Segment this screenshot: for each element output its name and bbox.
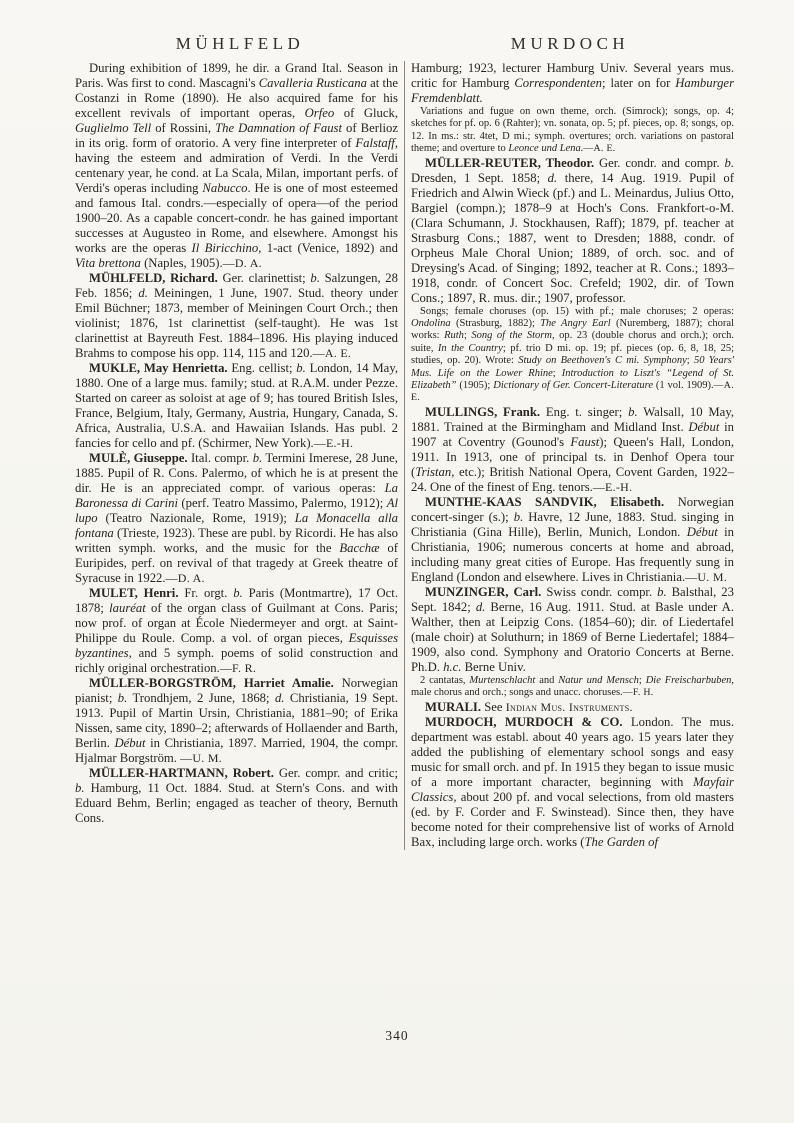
entry-mullings: MULLINGS, Frank. Eng. t. singer; b. Walsall, 10 May, 1881. Trained at the Birmingham and Midland Inst. Début in 1907 at Coventry (Gounod's Faust); Queen's Hall, London, 1911. In 1913, one of principal ts. in Denhof Opera tour (Tristan, etc.); British National Opera, Covent Garden, 1922–24. One of the finest of Eng. tenors.—E.-H. <box>411 404 735 494</box>
page-number: 340 <box>385 1028 409 1043</box>
works-list-muller-reuter: Songs; female choruses (op. 15) with pf.; male choruses; 2 operas: Ondolina (Strasburg, 1882); The Angry Earl (Nuremberg, 1887); choral works: Ruth; Song of the Storm, op. 23 (double chorus and orch.); orch. suite, In the Country; pf. trio D mi. op. 19; pf. pieces (op. 6, 8, 18, 25; studies, op. 20). Wrote: Study on Beethoven's C mi. Symphony; 50 Years' Mus. Life on the Lower Rhine; Introduction to Liszt's “Legend of St. Elizabeth” (1905); Dictionary of Ger. Concert-Literature (1 vol. 1909).—A. E. <box>411 305 734 404</box>
entry-murdoch: MURDOCH, MURDOCH & CO. London. The mus. department was establ. about 40 years ago. 15 years later they added the publishing of elementary school songs and easy music for small orch. and pf. In 1915 they began to issue music of a more important character, beginning with Mayfair Classics, about 200 pf. and vocal selections, from old masters (ed. by F. Corder and F. Swinstead). Since then, they have become noted for their comprehensive list of works of Arnold Bax, including large orch. works (The Garden of <box>411 714 734 849</box>
entry-mulet: MULET, Henri. Fr. orgt. b. Paris (Montmartre), 17 Oct. 1878; lauréat of the organ class of Guilmant at Cons. Paris; now prof. of organ at École Niedermeyer and orgt. at Saint-Philippe du Roule. Comp. a vol. of organ pieces, Esquisses byzantines, and 5 symph. poems of solid construction and richly original orchestration.—F. R. <box>75 586 399 675</box>
running-head-left: MÜHLFELD <box>175 34 305 53</box>
entry-muller-reuter: MÜLLER-REUTER, Theodor. Ger. condr. and compr. b. Dresden, 1 Sept. 1858; d. there, 14 Aug. 1919. Pupil of Friedrich and Alwin Wieck (pf.) and L. Meinardus, Julius Otto, Bargiel (compn.); 1878–9 at Hoch's Cons. Frankfort-o-M. (Clara Schumann, J. Stockhausen, Raff); 1879, pf. teacher at Strasburg Cons.; 1887, went to Dresden; 1888, condr. of Orpheus Male Choral Union; 1889, of orch. soc. and of Dreysing's Acad. of Singing; 1892, teacher at R. Cons.; 1893–1918, condr. of Concert Soc. Crefeld; 1902, dir. of Town Cons.; 1897, R. mus. dir.; 1907, professor. <box>411 155 734 305</box>
works-list-munzinger: 2 cantatas, Murtenschlacht and Natur und Mensch; Die Freischarbuben, male chorus and orch.; songs and unacc. choruses.—F. H. <box>411 674 735 699</box>
column-divider <box>404 61 405 850</box>
entry-mule: MULÈ, Giuseppe. Ital. compr. b. Termini Imerese, 28 June, 1885. Pupil of R. Cons. Palermo, of which he is at present the dir. He is an appreciated compr. of various operas: La Baronessa di Carini (perf. Teatro Massimo, Palermo, 1912); Al lupo (Teatro Nazionale, Rome, 1919); La Monacella alla fontana (Trieste, 1923). These are publ. by Ricordi. He has also written symph. works, and the music for the Bacchæ of Euripides, perf. on revival of that tragedy at Greek theatre of Syracuse in 1922.—D. A. <box>75 451 398 585</box>
text-columns <box>75 61 735 850</box>
running-heads <box>75 34 735 54</box>
entry-muller-hartmann: MÜLLER-HARTMANN, Robert. Ger. compr. and critic; b. Hamburg, 11 Oct. 1884. Stud. at Stern's Cons. and with Eduard Behm, Berlin; engaged as teacher of theory, Bernuth Cons. <box>75 766 399 825</box>
works-list: Variations and fugue on own theme, orch. (Simrock); songs, op. 4; sketches for pf. op. 6 (Rahter); vn. sonata, op. 5; pf. pieces, op. 8; songs, op. 12. In ms.: str. 4tet, D mi.; symph. overtures; orch. variations on pastoral theme; and overture to Leonce und Lena.—A. E. <box>411 106 734 155</box>
entry-munthe-kaas-sandvik: MUNTHE-KAAS SANDVIK, Elisabeth. Norwegian concert-singer (s.); b. Havre, 12 June, 1883. Stud. singing in Christiania (Gina Hille), Berlin, Munich, London. Début in Christiania, 1906; numerous concerts at home and abroad, including many great cities of Europe. Has frequently sung in England (London and elsewhere. Lives in Christiania.—U. M. <box>411 494 735 584</box>
right-column <box>411 61 734 850</box>
entry-munzinger: MUNZINGER, Carl. Swiss condr. compr. b. Balsthal, 23 Sept. 1842; d. Berne, 16 Aug. 1911. Stud. at Basle under A. Walther, then at Leipzig Cons. (1854–60); dir. of Liedertafel (male choir) at Soluthurn; in 1869 of Berne Liedertafel; 1884–1909, also cond. Symphony and Oratorio Concerts at Berne. Ph.D. h.c. Berne Univ. <box>411 584 734 674</box>
running-head-right: MURDOCH <box>510 34 630 53</box>
entry-mukle: MUKLE, May Henrietta. Eng. cellist; b. London, 14 May, 1880. One of a large mus. family; stud. at R.A.M. under Pezze. Started on career as soloist at age of 9; has toured British Isles, France, Belgium, Italy, Germany, Austria, Hungary, Canada, S. Africa, Australia, U.S.A. and Hawaiian Islands. Has publ. 2 fancies for cello and pf. (Schirmer, New York).—E.-H. <box>75 361 399 450</box>
left-column <box>75 61 398 850</box>
entry-murali: MURALI. See Indian Mus. Instruments. <box>425 699 633 714</box>
continuation-paragraph: Hamburg; 1923, lecturer Hamburg Univ. Several years mus. critic for Hamburg Correspondenten; later on for Hamburger Fremdenblatt. <box>411 61 735 105</box>
continuation-paragraph: During exhibition of 1899, he dir. a Grand Ital. Season in Paris. Was first to cond. Mascagni's Cavalleria Rusticana at the Costanzi in Rome (1890). He also acquired fame for his excellent revivals of important operas, Orfeo of Gluck, Guglielmo Tell of Rossini, The Damnation of Faust of Berlioz in its orig. form of oratorio. A very fine interpreter of Falstaff, having the esteem and admiration of Verdi. In the Verdi centenary year, he cond. at La Scala, Milan, important perfs. of Verdi's operas including Nabucco. He is one of most esteemed and famous Ital. condrs.—especially of opera—of the period 1900–20. As a capable concert-condr. he has gained important successes at Augusteo in Rome, and elsewhere. Amongst his works are the operas Il Biricchino, 1-act (Venice, 1892) and Vita brettona (Naples, 1905).—D. A. <box>75 61 398 270</box>
entry-muhlfeld: MÜHLFELD, Richard. Ger. clarinettist; b. Salzungen, 28 Feb. 1856; d. Meiningen, 1 June, 1907. Stud. theory under Emil Büchner; 1873, member of Meiningen Court Orch.; then violinist; 1876, 1st clarinettist (self-taught). He was 1st clarinettist at Bayreuth Fest. 1884–1896. His playing induced Brahms to compose his opp. 114, 115 and 120.—A. E. <box>75 271 399 360</box>
entry-muller-borgstrom: MÜLLER-BORGSTRÖM, Harriet Amalie. Norwegian pianist; b. Trondhjem, 2 June, 1868; d. Christiania, 19 Sept. 1913. Pupil of Martin Ursin, Christiania, 1881–90; of Erika Nissen, same city, 1890–2; afterwards of Hollaender and Barth, Berlin. Début in Christiania, 1897. Married, 1904, the compr. Hjalmar Borgström. —U. M. <box>75 676 398 765</box>
